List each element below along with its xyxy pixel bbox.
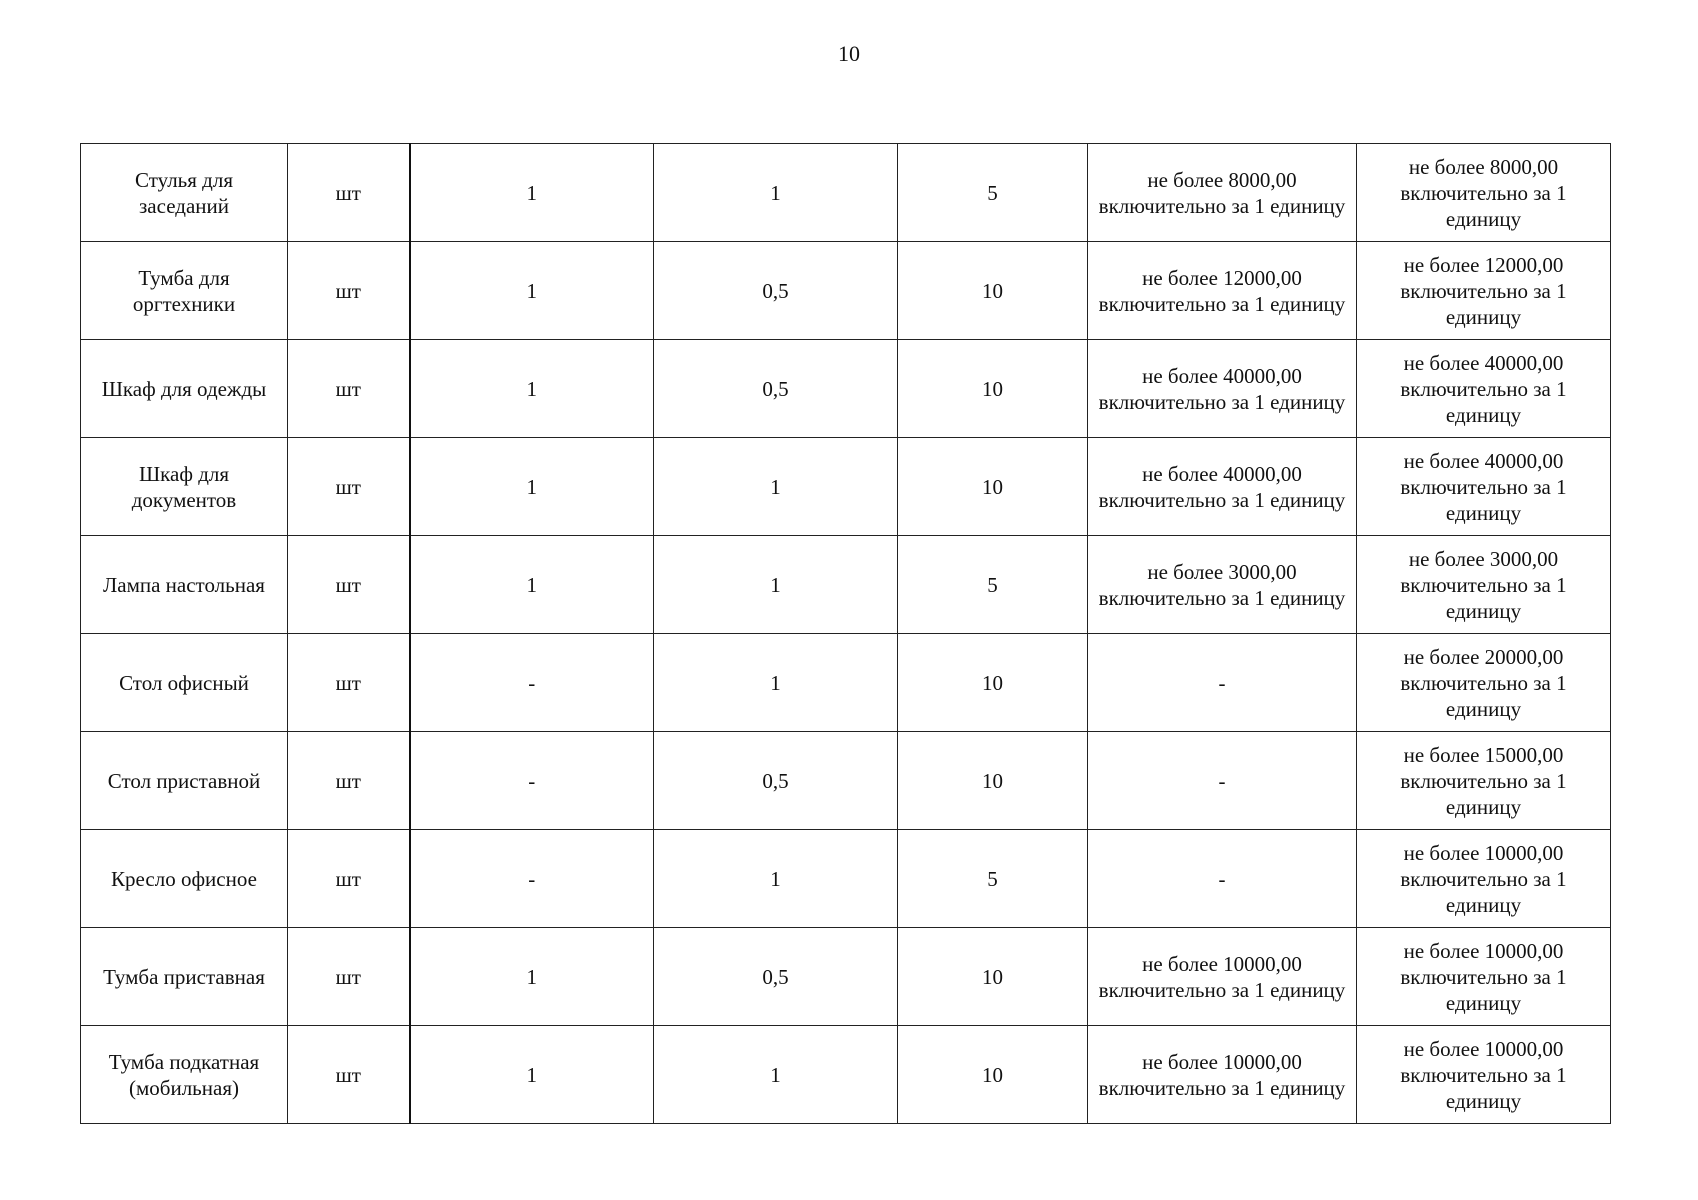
cell-value: 5 <box>898 536 1088 634</box>
cell-price-limit: не более 10000,00 включительно за 1 единицу <box>1357 830 1611 928</box>
cell-value: 0,5 <box>654 242 898 340</box>
cell-unit: шт <box>288 928 410 1026</box>
cell-value: 5 <box>898 144 1088 242</box>
cell-value: 10 <box>898 438 1088 536</box>
cell-unit: шт <box>288 340 410 438</box>
cell-item-name: Шкаф для документов <box>81 438 288 536</box>
table-row <box>81 242 1611 340</box>
cell-item-name: Тумба приставная <box>81 928 288 1026</box>
cell-item-name: Стол приставной <box>81 732 288 830</box>
cell-value: 10 <box>898 242 1088 340</box>
cell-unit: шт <box>288 536 410 634</box>
cell-item-name: Лампа настольная <box>81 536 288 634</box>
cell-unit: шт <box>288 732 410 830</box>
cell-item-name: Стулья для заседаний <box>81 144 288 242</box>
cell-price-limit: не более 8000,00 включительно за 1 единицу <box>1357 144 1611 242</box>
cell-price-limit: не более 10000,00 включительно за 1 единицу <box>1088 928 1357 1026</box>
cell-value: 1 <box>410 928 654 1026</box>
cell-unit: шт <box>288 144 410 242</box>
cell-price-limit: не более 3000,00 включительно за 1 единицу <box>1357 536 1611 634</box>
cell-value: 1 <box>654 536 898 634</box>
cell-price-limit: не более 40000,00 включительно за 1 единицу <box>1357 340 1611 438</box>
cell-value: - <box>410 732 654 830</box>
cell-unit: шт <box>288 1026 410 1124</box>
cell-unit: шт <box>288 634 410 732</box>
cell-value: 5 <box>898 830 1088 928</box>
cell-value: 1 <box>410 144 654 242</box>
cell-value: 10 <box>898 634 1088 732</box>
cell-value: 1 <box>654 144 898 242</box>
cell-unit: шт <box>288 242 410 340</box>
cell-price-limit: - <box>1088 634 1357 732</box>
cell-value: 1 <box>654 830 898 928</box>
table-row <box>81 144 1611 242</box>
cell-value: 1 <box>410 242 654 340</box>
cell-price-limit: - <box>1088 732 1357 830</box>
cell-value: 1 <box>654 1026 898 1124</box>
cell-price-limit: не более 3000,00 включительно за 1 единицу <box>1088 536 1357 634</box>
page-number: 10 <box>838 41 860 66</box>
cell-value: - <box>410 634 654 732</box>
cell-value: 0,5 <box>654 732 898 830</box>
cell-value: 10 <box>898 928 1088 1026</box>
furniture-norms-table <box>80 143 1611 1124</box>
cell-unit: шт <box>288 438 410 536</box>
cell-item-name: Шкаф для одежды <box>81 340 288 438</box>
cell-price-limit: не более 12000,00 включительно за 1 единицу <box>1088 242 1357 340</box>
cell-price-limit: не более 10000,00 включительно за 1 единицу <box>1357 928 1611 1026</box>
cell-value: 1 <box>410 536 654 634</box>
cell-price-limit: не более 40000,00 включительно за 1 единицу <box>1088 438 1357 536</box>
cell-price-limit: не более 40000,00 включительно за 1 единицу <box>1357 438 1611 536</box>
table-row <box>81 634 1611 732</box>
cell-value: 1 <box>410 1026 654 1124</box>
cell-unit: шт <box>288 830 410 928</box>
cell-price-limit: - <box>1088 830 1357 928</box>
table-row <box>81 732 1611 830</box>
cell-item-name: Тумба для оргтехники <box>81 242 288 340</box>
cell-value: 10 <box>898 732 1088 830</box>
cell-item-name: Тумба подкатная (мобильная) <box>81 1026 288 1124</box>
table-row <box>81 928 1611 1026</box>
cell-value: 0,5 <box>654 340 898 438</box>
cell-value: - <box>410 830 654 928</box>
cell-price-limit: не более 10000,00 включительно за 1 единицу <box>1357 1026 1611 1124</box>
table-row <box>81 438 1611 536</box>
cell-value: 1 <box>654 634 898 732</box>
cell-value: 1 <box>654 438 898 536</box>
cell-value: 10 <box>898 340 1088 438</box>
cell-value: 1 <box>410 438 654 536</box>
cell-price-limit: не более 40000,00 включительно за 1 единицу <box>1088 340 1357 438</box>
table-row <box>81 340 1611 438</box>
cell-price-limit: не более 8000,00 включительно за 1 единицу <box>1088 144 1357 242</box>
cell-value: 10 <box>898 1026 1088 1124</box>
table-row <box>81 1026 1611 1124</box>
table-row <box>81 830 1611 928</box>
cell-value: 1 <box>410 340 654 438</box>
table-row <box>81 536 1611 634</box>
cell-price-limit: не более 10000,00 включительно за 1 единицу <box>1088 1026 1357 1124</box>
cell-price-limit: не более 20000,00 включительно за 1 единицу <box>1357 634 1611 732</box>
cell-price-limit: не более 12000,00 включительно за 1 единицу <box>1357 242 1611 340</box>
cell-value: 0,5 <box>654 928 898 1026</box>
cell-price-limit: не более 15000,00 включительно за 1 единицу <box>1357 732 1611 830</box>
cell-item-name: Стол офисный <box>81 634 288 732</box>
cell-item-name: Кресло офисное <box>81 830 288 928</box>
